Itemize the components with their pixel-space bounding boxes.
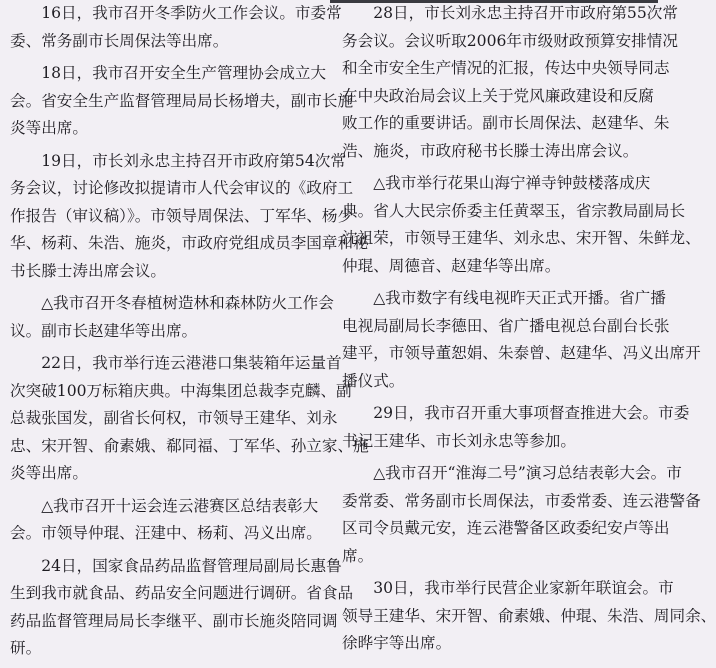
text-line: 务会议。会议听取2006年市级财政预算安排情况 (342, 31, 678, 50)
text-line: △我市召开十运会连云港赛区总结表彰大 (41, 496, 319, 515)
text-line: 区司令员戴元安，连云港警备区政委纪安卢等出 (342, 519, 670, 537)
chronicle-entry (342, 575, 716, 658)
text-line: 书长滕士涛出席会议。 (10, 261, 166, 280)
chronicle-entry (342, 460, 701, 570)
text-line: △我市召开冬春植树造林和森林防火工作会 (41, 294, 334, 312)
chronicle-entry (10, 60, 354, 143)
text-line: 忠、宋开智、俞素娥、郗同福、丁军华、孙立家、施 (10, 436, 369, 455)
text-line: 播仪式。 (342, 371, 405, 390)
text-line: △我市数字有线电视昨天正式开播。省广播 (373, 289, 666, 307)
text-line: 作报告（审议稿）》。市领导周保法、丁军华、杨少 (10, 206, 354, 225)
text-line: 16日，我市召开冬季防火工作会议。市委常 (41, 4, 342, 22)
chronicle-entry (10, 553, 354, 663)
text-line: 典。省人大民宗侨委主任黄翠玉，省宗教局副局长 (342, 201, 686, 220)
text-line: 24日，国家食品药品监督管理局副局长惠鲁 (41, 556, 342, 575)
text-line: 华、杨莉、朱浩、施炎，市政府党组成员李国章和秘 (10, 234, 369, 252)
chronicle-entry (10, 0, 342, 55)
text-line: 炎等出席。 (10, 119, 88, 137)
chronicle-entry (342, 285, 701, 395)
text-line: 领导王建华、宋开智、俞素娥、仲琨、朱浩、周同余、 (342, 606, 716, 625)
text-line: 30日，我市举行民营企业家新年联谊会。市 (373, 579, 674, 597)
text-line: 28日，市长刘永忠主持召开市政府第55次常 (373, 4, 678, 22)
chronicle-entry (10, 290, 334, 345)
text-line: 和全市安全生产情况的汇报，传达中央领导同志 (342, 59, 670, 77)
text-line: 18日，我市召开安全生产管理协会成立大 (41, 64, 327, 82)
text-line: 19日，市长刘永忠主持召开市政府第54次常 (41, 151, 346, 170)
text-line: 委、常务副市长周保法等出席。 (10, 31, 229, 50)
chronicle-entry (342, 400, 690, 455)
text-line: △我市召开“淮海二号”演习总结表彰大会。市 (373, 464, 682, 482)
text-line: 委常委、常务副市长周保法，市委常委、连云港警备 (342, 491, 701, 510)
text-line: 席。 (342, 546, 374, 565)
text-line: 电视局副局长李德田、省广播电视总台副台长张 (342, 316, 670, 335)
text-line: 总裁张国发，副省长何权，市领导王建华、刘永 (10, 409, 338, 427)
chronicle-entry (342, 170, 701, 280)
left-column (10, 0, 369, 668)
text-line: 会。省安全生产监督管理局局长杨增夫，副市长施 (10, 91, 354, 110)
text-line: 29日，我市召开重大事项督查推进大会。市委 (373, 404, 690, 422)
text-line: 药品监督管理局局长李继平、副市长施炎陪同调 (10, 611, 338, 630)
chronicle-entry (10, 350, 369, 488)
text-line: 徐晔宇等出席。 (342, 634, 452, 652)
text-line: 败工作的重要讲话。副市长周保法、赵建华、朱 (342, 114, 670, 132)
text-line: 沈祖荣，市领导王建华、刘永忠、宋开智、朱鲜龙、 (342, 229, 701, 247)
text-line: 研。 (10, 639, 42, 657)
text-line: 仲琨、周德音、赵建华等出席。 (342, 256, 561, 275)
text-line: 建平，市领导董恕娟、朱泰曾、赵建华、冯义出席开 (342, 344, 701, 362)
text-line: 22日，我市举行连云港港口集装箱年运量首 (41, 354, 342, 372)
text-line: 次突破100万标箱庆典。中海集团总裁李克麟、副 (10, 381, 352, 400)
text-line: 生到我市就食品、药品安全问题进行调研。省食品 (10, 584, 354, 602)
chronicle-entry (342, 0, 678, 165)
text-line: 书记王建华、市长刘永忠等参加。 (342, 431, 576, 450)
text-line: 炎等出席。 (10, 464, 88, 482)
chronicle-entry (10, 148, 369, 286)
chronicle-entry (10, 493, 322, 548)
text-line: 议。副市长赵建华等出席。 (10, 321, 198, 340)
right-column (342, 0, 716, 663)
text-line: 在中央政治局会议上关于党风廉政建设和反腐 (342, 86, 654, 105)
text-line: 会。市领导仲琨、汪建中、杨莉、冯义出席。 (10, 524, 322, 542)
text-line: 务会议，讨论修改拟提请市人代会审议的《政府工 (10, 179, 354, 197)
text-line: △我市举行花果山海宁禅寺钟鼓楼落成庆 (373, 174, 651, 192)
text-line: 浩、施炎，市政府秘书长滕士涛出席会议。 (342, 141, 639, 160)
